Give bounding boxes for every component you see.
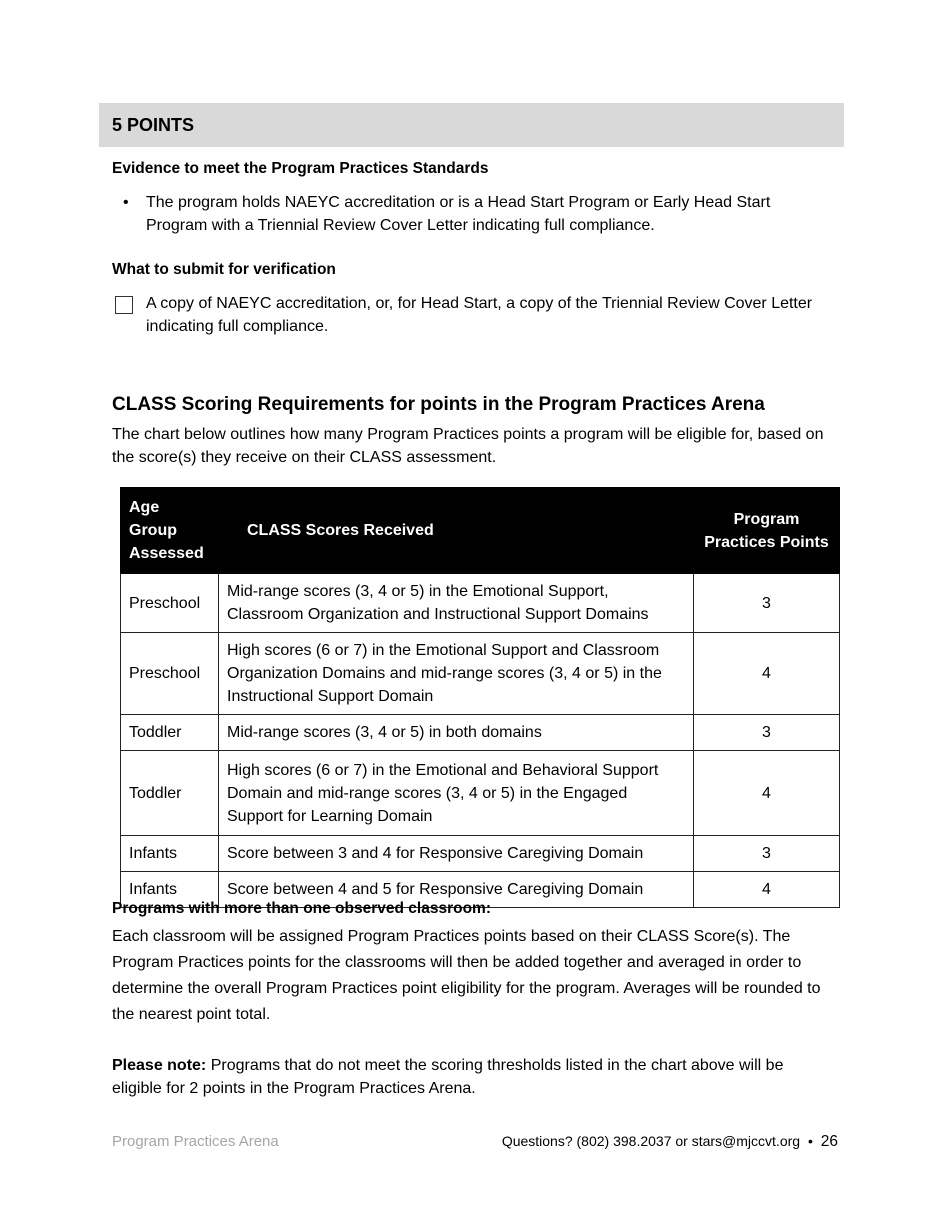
cell-points: 4 [694,751,840,836]
evidence-bullet-text: The program holds NAEYC accreditation or is a Head Start Program or Early Head Start Program with a Triennial Review Cover Letter indicating full compliance. [146,194,771,234]
class-section-title: CLASS Scoring Requirements for points in the Program Practices Arena [112,394,765,415]
footer-separator: • [807,1133,813,1149]
multi-classroom-body: Each classroom will be assigned Program Practices points based on their CLASS Score(s). The Program Practices points for the classrooms will then be added together and averaged in order to determine the overall Program Practices point eligibility for the program. Averages will be rounded to the nearest point total. [112,928,821,1023]
cell-points: 3 [694,836,840,872]
table-row [121,633,840,715]
cell-points: 3 [694,715,840,751]
cell-age: Toddler [121,715,219,751]
cell-scores: High scores (6 or 7) in the Emotional and Behavioral Support Domain and mid-range scores (3, 4 or 5) in the Engaged Support for Learning Domain [219,751,694,836]
bullet-icon: • [123,194,129,211]
footer-section-name: Program Practices Arena [112,1133,279,1150]
evidence-heading: Evidence to meet the Program Practices Standards [112,160,489,177]
note-label: Please note: [112,1057,207,1074]
cell-points: 3 [694,574,840,633]
points-header [99,103,844,147]
cell-scores: Mid-range scores (3, 4 or 5) in both domains [219,715,694,751]
table-row [121,574,840,633]
verification-item [112,292,832,338]
points-header-label: 5 POINTS [112,114,195,135]
cell-scores: High scores (6 or 7) in the Emotional Support and Classroom Organization Domains and mid-range scores (3, 4 or 5) in the Instructional Support Domain [219,633,694,715]
header-points: Program Practices Points [694,488,840,574]
verification-item-text: A copy of NAEYC accreditation, or, for Head Start, a copy of the Triennial Review Cover Letter indicating full compliance. [146,295,813,335]
header-class-scores: CLASS Scores Received [219,488,694,574]
cell-scores: Score between 3 and 4 for Responsive Caregiving Domain [219,836,694,872]
cell-age: Infants [121,872,219,908]
multi-classroom-title: Programs with more than one observed classroom: [112,900,491,917]
cell-age: Preschool [121,574,219,633]
table-row [121,751,840,836]
evidence-bullet [112,191,832,237]
cell-scores: Mid-range scores (3, 4 or 5) in the Emotional Support, Classroom Organization and Instructional Support Domains [219,574,694,633]
table-row [121,715,840,751]
table-row [121,836,840,872]
header-age-group: Age Group Assessed [121,488,219,574]
footer-contact-text: Questions? (802) 398.2037 or stars@mjccvt.org [501,1133,801,1149]
class-scores-table [120,487,840,908]
class-section-intro: The chart below outlines how many Program Practices points a program will be eligible for, based on the score(s) they receive on their CLASS assessment. [112,426,824,466]
cell-scores: Score between 4 and 5 for Responsive Caregiving Domain [219,872,694,908]
cell-points: 4 [694,633,840,715]
checkbox-icon[interactable] [115,296,133,314]
note-text: Programs that do not meet the scoring thresholds listed in the chart above will be eligible for 2 points in the Program Practices Arena. [112,1057,784,1097]
please-note [112,1054,837,1100]
table-header-row [121,488,840,574]
page-number: 26 [820,1133,838,1150]
verification-heading: What to submit for verification [112,261,336,278]
cell-age: Preschool [121,633,219,715]
cell-points: 4 [694,872,840,908]
footer-contact [502,1133,838,1151]
cell-age: Toddler [121,751,219,836]
cell-age: Infants [121,836,219,872]
